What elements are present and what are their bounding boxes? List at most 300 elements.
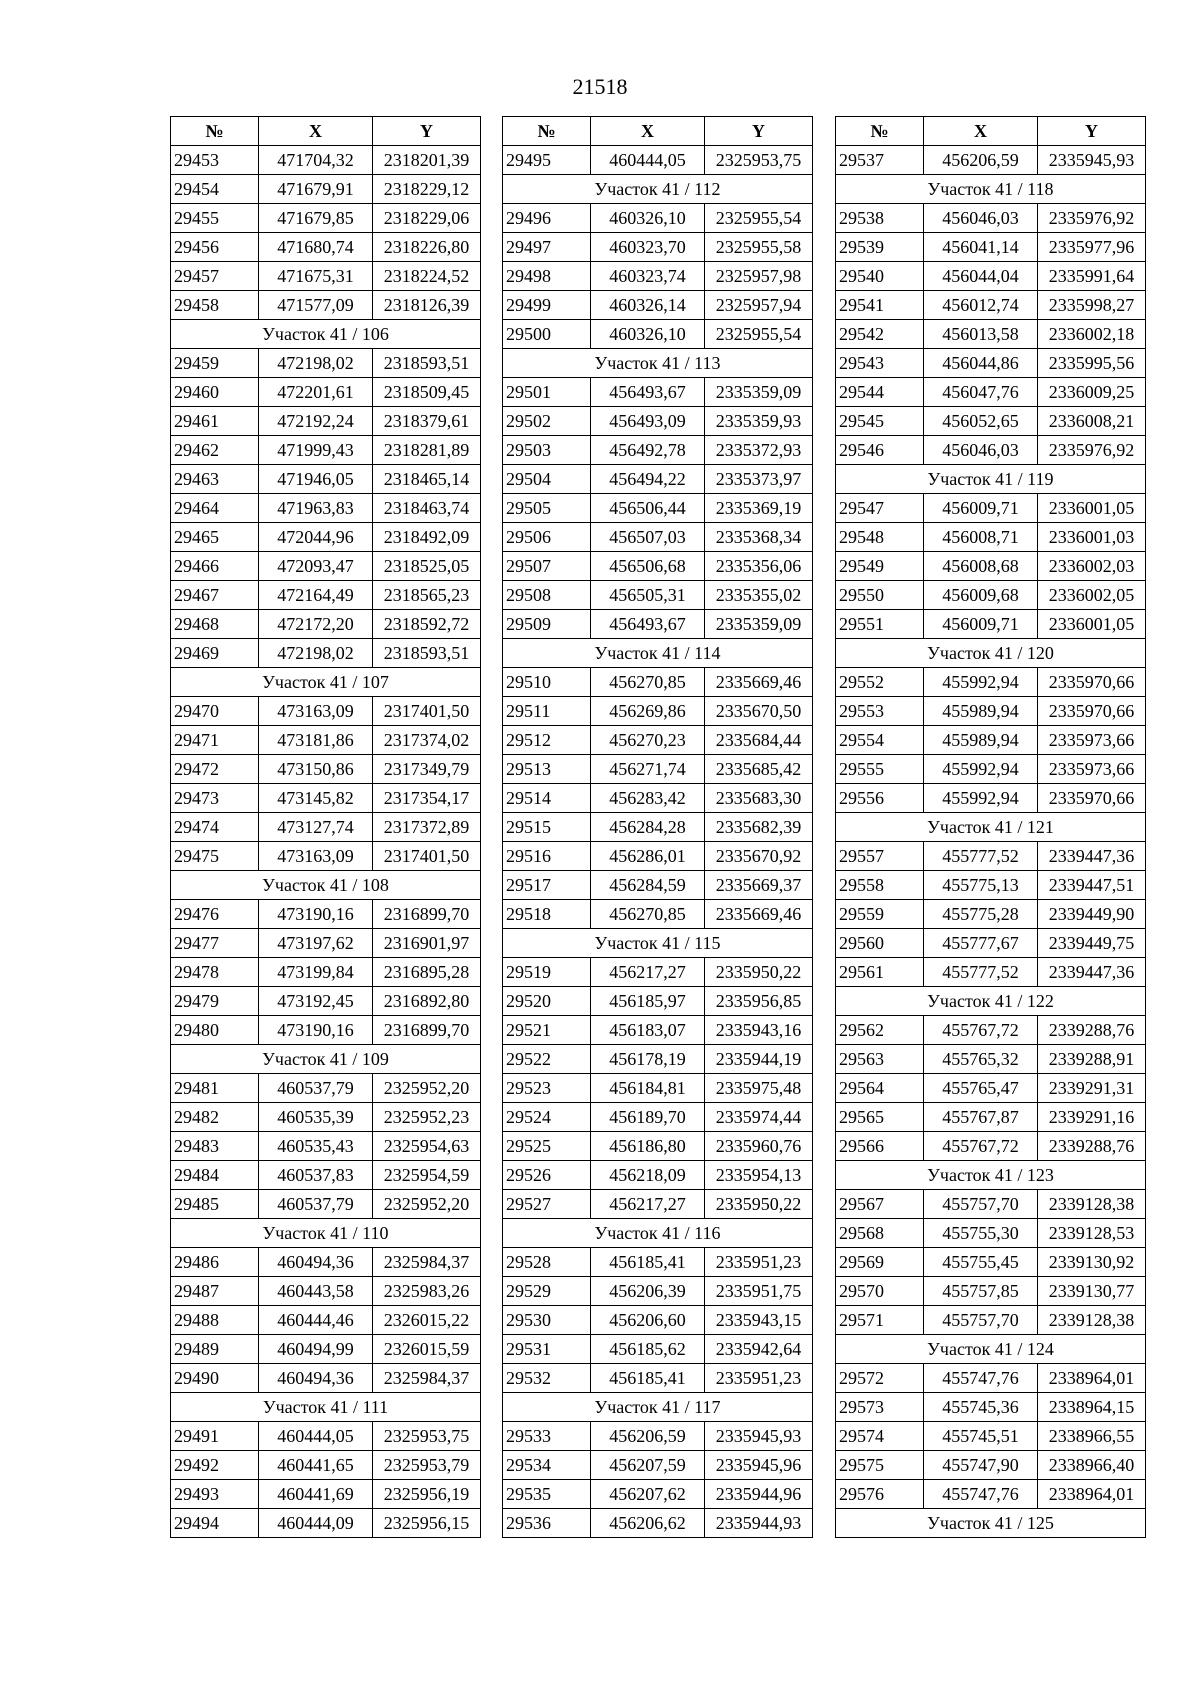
table-row (503, 1422, 813, 1451)
y-value: 2326015,22 (373, 1306, 481, 1335)
table-row (836, 1393, 1146, 1422)
table-row (503, 958, 813, 987)
table-row (503, 378, 813, 407)
point-number: 29535 (503, 1480, 591, 1509)
section-row (836, 813, 1146, 842)
x-value: 456178,19 (591, 1045, 705, 1074)
table-row (836, 871, 1146, 900)
y-value: 2318565,23 (373, 581, 481, 610)
y-value: 2317374,02 (373, 726, 481, 755)
x-value: 456013,58 (924, 320, 1038, 349)
table-row (171, 494, 481, 523)
table-row (503, 1509, 813, 1538)
table-row (836, 1422, 1146, 1451)
table-row (836, 1219, 1146, 1248)
y-value: 2335973,66 (1038, 726, 1146, 755)
point-number: 29521 (503, 1016, 591, 1045)
x-value: 456183,07 (591, 1016, 705, 1045)
y-value: 2318224,52 (373, 262, 481, 291)
table-row (836, 320, 1146, 349)
table-row (503, 784, 813, 813)
x-value: 455757,85 (924, 1277, 1038, 1306)
y-value: 2317354,17 (373, 784, 481, 813)
point-number: 29463 (171, 465, 259, 494)
x-value: 460326,10 (591, 320, 705, 349)
table-row (171, 349, 481, 378)
point-number: 29461 (171, 407, 259, 436)
x-value: 456046,03 (924, 436, 1038, 465)
x-value: 472198,02 (259, 349, 373, 378)
point-number: 29567 (836, 1190, 924, 1219)
x-value: 471999,43 (259, 436, 373, 465)
x-value: 455755,45 (924, 1248, 1038, 1277)
point-number: 29564 (836, 1074, 924, 1103)
point-number: 29576 (836, 1480, 924, 1509)
point-number: 29557 (836, 842, 924, 871)
table-row (836, 552, 1146, 581)
y-value: 2325984,37 (373, 1248, 481, 1277)
x-value: 456218,09 (591, 1161, 705, 1190)
y-value: 2339128,38 (1038, 1190, 1146, 1219)
table-row (836, 1306, 1146, 1335)
y-value: 2339449,75 (1038, 929, 1146, 958)
table-row (503, 668, 813, 697)
point-number: 29540 (836, 262, 924, 291)
section-row (171, 1045, 481, 1074)
x-value: 456493,67 (591, 378, 705, 407)
y-value: 2316899,70 (373, 900, 481, 929)
table-row (503, 552, 813, 581)
y-value: 2325953,79 (373, 1451, 481, 1480)
coordinates-table-2 (502, 116, 813, 1538)
table-row (171, 1480, 481, 1509)
table-row (503, 1045, 813, 1074)
table-row (503, 610, 813, 639)
coordinates-table-1 (170, 116, 481, 1538)
table-row (836, 262, 1146, 291)
y-value: 2335670,92 (705, 842, 813, 871)
table-row (836, 1045, 1146, 1074)
point-number: 29473 (171, 784, 259, 813)
point-number: 29515 (503, 813, 591, 842)
table-row (171, 1132, 481, 1161)
point-number: 29492 (171, 1451, 259, 1480)
table-row (171, 610, 481, 639)
x-value: 456184,81 (591, 1074, 705, 1103)
table-row (503, 1335, 813, 1364)
y-value: 2318226,80 (373, 233, 481, 262)
table-row (836, 291, 1146, 320)
point-number: 29553 (836, 697, 924, 726)
y-value: 2335950,22 (705, 958, 813, 987)
header-x: X (591, 117, 705, 146)
point-number: 29534 (503, 1451, 591, 1480)
table-row (171, 1016, 481, 1045)
table-row (836, 407, 1146, 436)
table-row (171, 465, 481, 494)
point-number: 29488 (171, 1306, 259, 1335)
point-number: 29513 (503, 755, 591, 784)
point-number: 29479 (171, 987, 259, 1016)
section-title: Участок 41 / 116 (503, 1219, 813, 1248)
y-value: 2316899,70 (373, 1016, 481, 1045)
point-number: 29458 (171, 291, 259, 320)
point-number: 29543 (836, 349, 924, 378)
point-number: 29554 (836, 726, 924, 755)
x-value: 471704,32 (259, 146, 373, 175)
y-value: 2318593,51 (373, 349, 481, 378)
x-value: 455989,94 (924, 726, 1038, 755)
point-number: 29549 (836, 552, 924, 581)
y-value: 2335685,42 (705, 755, 813, 784)
x-value: 456207,62 (591, 1480, 705, 1509)
y-value: 2335359,09 (705, 378, 813, 407)
y-value: 2335956,85 (705, 987, 813, 1016)
table-row (171, 552, 481, 581)
point-number: 29485 (171, 1190, 259, 1219)
x-value: 455767,72 (924, 1132, 1038, 1161)
y-value: 2335944,93 (705, 1509, 813, 1538)
section-title: Участок 41 / 115 (503, 929, 813, 958)
table-row (171, 813, 481, 842)
table-row (503, 262, 813, 291)
x-value: 471946,05 (259, 465, 373, 494)
y-value: 2339291,16 (1038, 1103, 1146, 1132)
x-value: 460494,36 (259, 1364, 373, 1393)
x-value: 460326,14 (591, 291, 705, 320)
y-value: 2325956,19 (373, 1480, 481, 1509)
x-value: 456270,85 (591, 668, 705, 697)
y-value: 2335974,44 (705, 1103, 813, 1132)
point-number: 29468 (171, 610, 259, 639)
y-value: 2335944,96 (705, 1480, 813, 1509)
section-title: Участок 41 / 122 (836, 987, 1146, 1016)
x-value: 456207,59 (591, 1451, 705, 1480)
point-number: 29563 (836, 1045, 924, 1074)
y-value: 2335970,66 (1038, 784, 1146, 813)
y-value: 2335954,13 (705, 1161, 813, 1190)
x-value: 455777,67 (924, 929, 1038, 958)
table-row (836, 958, 1146, 987)
table-row (503, 1364, 813, 1393)
x-value: 456185,97 (591, 987, 705, 1016)
table-row (836, 1103, 1146, 1132)
table-row (503, 291, 813, 320)
table-row (836, 784, 1146, 813)
header-y: Y (373, 117, 481, 146)
point-number: 29574 (836, 1422, 924, 1451)
section-title: Участок 41 / 114 (503, 639, 813, 668)
x-value: 472172,20 (259, 610, 373, 639)
point-number: 29487 (171, 1277, 259, 1306)
point-number: 29547 (836, 494, 924, 523)
table-row (836, 1190, 1146, 1219)
point-number: 29507 (503, 552, 591, 581)
point-number: 29477 (171, 929, 259, 958)
point-number: 29525 (503, 1132, 591, 1161)
y-value: 2335943,16 (705, 1016, 813, 1045)
point-number: 29453 (171, 146, 259, 175)
point-number: 29459 (171, 349, 259, 378)
y-value: 2339288,76 (1038, 1016, 1146, 1045)
point-number: 29502 (503, 407, 591, 436)
section-title: Участок 41 / 110 (171, 1219, 481, 1248)
point-number: 29498 (503, 262, 591, 291)
y-value: 2339291,31 (1038, 1074, 1146, 1103)
y-value: 2335669,46 (705, 668, 813, 697)
x-value: 472192,24 (259, 407, 373, 436)
x-value: 455992,94 (924, 784, 1038, 813)
y-value: 2338964,15 (1038, 1393, 1146, 1422)
point-number: 29471 (171, 726, 259, 755)
y-value: 2338966,40 (1038, 1451, 1146, 1480)
x-value: 456206,60 (591, 1306, 705, 1335)
point-number: 29509 (503, 610, 591, 639)
y-value: 2336001,05 (1038, 610, 1146, 639)
y-value: 2318592,72 (373, 610, 481, 639)
y-value: 2335998,27 (1038, 291, 1146, 320)
x-value: 456270,85 (591, 900, 705, 929)
point-number: 29575 (836, 1451, 924, 1480)
y-value: 2335943,15 (705, 1306, 813, 1335)
point-number: 29569 (836, 1248, 924, 1277)
table-row (836, 755, 1146, 784)
point-number: 29572 (836, 1364, 924, 1393)
table-row (503, 581, 813, 610)
table-row (503, 465, 813, 494)
point-number: 29529 (503, 1277, 591, 1306)
table-row (503, 1161, 813, 1190)
x-value: 473192,45 (259, 987, 373, 1016)
x-value: 456206,59 (924, 146, 1038, 175)
y-value: 2336001,03 (1038, 523, 1146, 552)
point-number: 29491 (171, 1422, 259, 1451)
point-number: 29474 (171, 813, 259, 842)
section-row (171, 668, 481, 697)
table-row (503, 1451, 813, 1480)
point-number: 29573 (836, 1393, 924, 1422)
y-value: 2335976,92 (1038, 204, 1146, 233)
table-row (171, 755, 481, 784)
section-title: Участок 41 / 119 (836, 465, 1146, 494)
table-row (503, 755, 813, 784)
y-value: 2339288,76 (1038, 1132, 1146, 1161)
x-value: 455767,87 (924, 1103, 1038, 1132)
point-number: 29568 (836, 1219, 924, 1248)
table-row (171, 784, 481, 813)
table-row (836, 1132, 1146, 1161)
x-value: 460537,83 (259, 1161, 373, 1190)
point-number: 29481 (171, 1074, 259, 1103)
table-row (171, 1161, 481, 1190)
x-value: 455745,51 (924, 1422, 1038, 1451)
section-row (503, 639, 813, 668)
x-value: 456269,86 (591, 697, 705, 726)
x-value: 455777,52 (924, 842, 1038, 871)
y-value: 2335951,23 (705, 1364, 813, 1393)
point-number: 29537 (836, 146, 924, 175)
y-value: 2317401,50 (373, 697, 481, 726)
table-row (836, 697, 1146, 726)
y-value: 2336002,03 (1038, 552, 1146, 581)
section-title: Участок 41 / 109 (171, 1045, 481, 1074)
table-row (171, 1277, 481, 1306)
table-row (503, 523, 813, 552)
table-row (171, 1451, 481, 1480)
x-value: 460537,79 (259, 1190, 373, 1219)
y-value: 2335682,39 (705, 813, 813, 842)
header-row (836, 117, 1146, 146)
point-number: 29456 (171, 233, 259, 262)
y-value: 2325955,54 (705, 204, 813, 233)
y-value: 2318281,89 (373, 436, 481, 465)
y-value: 2335669,37 (705, 871, 813, 900)
point-number: 29462 (171, 436, 259, 465)
table-row (171, 1074, 481, 1103)
point-number: 29560 (836, 929, 924, 958)
y-value: 2325954,63 (373, 1132, 481, 1161)
x-value: 456505,31 (591, 581, 705, 610)
point-number: 29545 (836, 407, 924, 436)
x-value: 456506,68 (591, 552, 705, 581)
table-row (836, 1277, 1146, 1306)
table-row (171, 1422, 481, 1451)
point-number: 29522 (503, 1045, 591, 1074)
y-value: 2335991,64 (1038, 262, 1146, 291)
x-value: 456009,71 (924, 494, 1038, 523)
point-number: 29539 (836, 233, 924, 262)
x-value: 455765,47 (924, 1074, 1038, 1103)
x-value: 460444,05 (259, 1422, 373, 1451)
x-value: 460326,10 (591, 204, 705, 233)
x-value: 456506,44 (591, 494, 705, 523)
table-row (503, 871, 813, 900)
point-number: 29548 (836, 523, 924, 552)
section-row (171, 320, 481, 349)
point-number: 29555 (836, 755, 924, 784)
x-value: 471675,31 (259, 262, 373, 291)
point-number: 29512 (503, 726, 591, 755)
table-row (171, 175, 481, 204)
table-row (836, 378, 1146, 407)
table-row (836, 349, 1146, 378)
y-value: 2339130,77 (1038, 1277, 1146, 1306)
table-row (503, 842, 813, 871)
coordinates-table-3 (835, 116, 1146, 1538)
table-row (171, 1509, 481, 1538)
x-value: 456189,70 (591, 1103, 705, 1132)
y-value: 2335373,97 (705, 465, 813, 494)
y-value: 2325952,23 (373, 1103, 481, 1132)
y-value: 2325954,59 (373, 1161, 481, 1190)
table-row (836, 494, 1146, 523)
x-value: 460441,69 (259, 1480, 373, 1509)
table-row (836, 668, 1146, 697)
header-number: № (503, 117, 591, 146)
table-row (171, 581, 481, 610)
y-value: 2336002,05 (1038, 581, 1146, 610)
x-value: 456206,59 (591, 1422, 705, 1451)
y-value: 2317372,89 (373, 813, 481, 842)
table-row (503, 1074, 813, 1103)
y-value: 2335945,93 (705, 1422, 813, 1451)
x-value: 472164,49 (259, 581, 373, 610)
table-row (171, 1103, 481, 1132)
y-value: 2335973,66 (1038, 755, 1146, 784)
point-number: 29501 (503, 378, 591, 407)
y-value: 2325953,75 (705, 146, 813, 175)
point-number: 29503 (503, 436, 591, 465)
x-value: 473163,09 (259, 842, 373, 871)
table-row (171, 146, 481, 175)
point-number: 29523 (503, 1074, 591, 1103)
y-value: 2325956,15 (373, 1509, 481, 1538)
table-row (836, 523, 1146, 552)
y-value: 2325952,20 (373, 1074, 481, 1103)
x-value: 473150,86 (259, 755, 373, 784)
point-number: 29490 (171, 1364, 259, 1393)
table-row (171, 639, 481, 668)
point-number: 29460 (171, 378, 259, 407)
point-number: 29475 (171, 842, 259, 871)
point-number: 29497 (503, 233, 591, 262)
x-value: 456046,03 (924, 204, 1038, 233)
x-value: 460323,74 (591, 262, 705, 291)
y-value: 2316892,80 (373, 987, 481, 1016)
point-number: 29542 (836, 320, 924, 349)
section-title: Участок 41 / 113 (503, 349, 813, 378)
point-number: 29483 (171, 1132, 259, 1161)
table-row (171, 900, 481, 929)
x-value: 456286,01 (591, 842, 705, 871)
point-number: 29511 (503, 697, 591, 726)
y-value: 2325957,98 (705, 262, 813, 291)
y-value: 2338964,01 (1038, 1480, 1146, 1509)
point-number: 29519 (503, 958, 591, 987)
y-value: 2335368,34 (705, 523, 813, 552)
table-row (503, 987, 813, 1016)
x-value: 460323,70 (591, 233, 705, 262)
y-value: 2335942,64 (705, 1335, 813, 1364)
y-value: 2325952,20 (373, 1190, 481, 1219)
point-number: 29530 (503, 1306, 591, 1335)
y-value: 2335950,22 (705, 1190, 813, 1219)
y-value: 2318229,06 (373, 204, 481, 233)
x-value: 455755,30 (924, 1219, 1038, 1248)
point-number: 29546 (836, 436, 924, 465)
y-value: 2317401,50 (373, 842, 481, 871)
y-value: 2339447,36 (1038, 842, 1146, 871)
x-value: 455775,13 (924, 871, 1038, 900)
table-row (503, 1103, 813, 1132)
x-value: 456041,14 (924, 233, 1038, 262)
table-row (503, 494, 813, 523)
table-row (503, 436, 813, 465)
point-number: 29526 (503, 1161, 591, 1190)
point-number: 29482 (171, 1103, 259, 1132)
section-title: Участок 41 / 121 (836, 813, 1146, 842)
x-value: 456185,41 (591, 1248, 705, 1277)
section-row (836, 1161, 1146, 1190)
x-value: 471577,09 (259, 291, 373, 320)
y-value: 2318201,39 (373, 146, 481, 175)
point-number: 29559 (836, 900, 924, 929)
y-value: 2335995,56 (1038, 349, 1146, 378)
x-value: 473190,16 (259, 900, 373, 929)
table-row (503, 1306, 813, 1335)
point-number: 29558 (836, 871, 924, 900)
y-value: 2325984,37 (373, 1364, 481, 1393)
